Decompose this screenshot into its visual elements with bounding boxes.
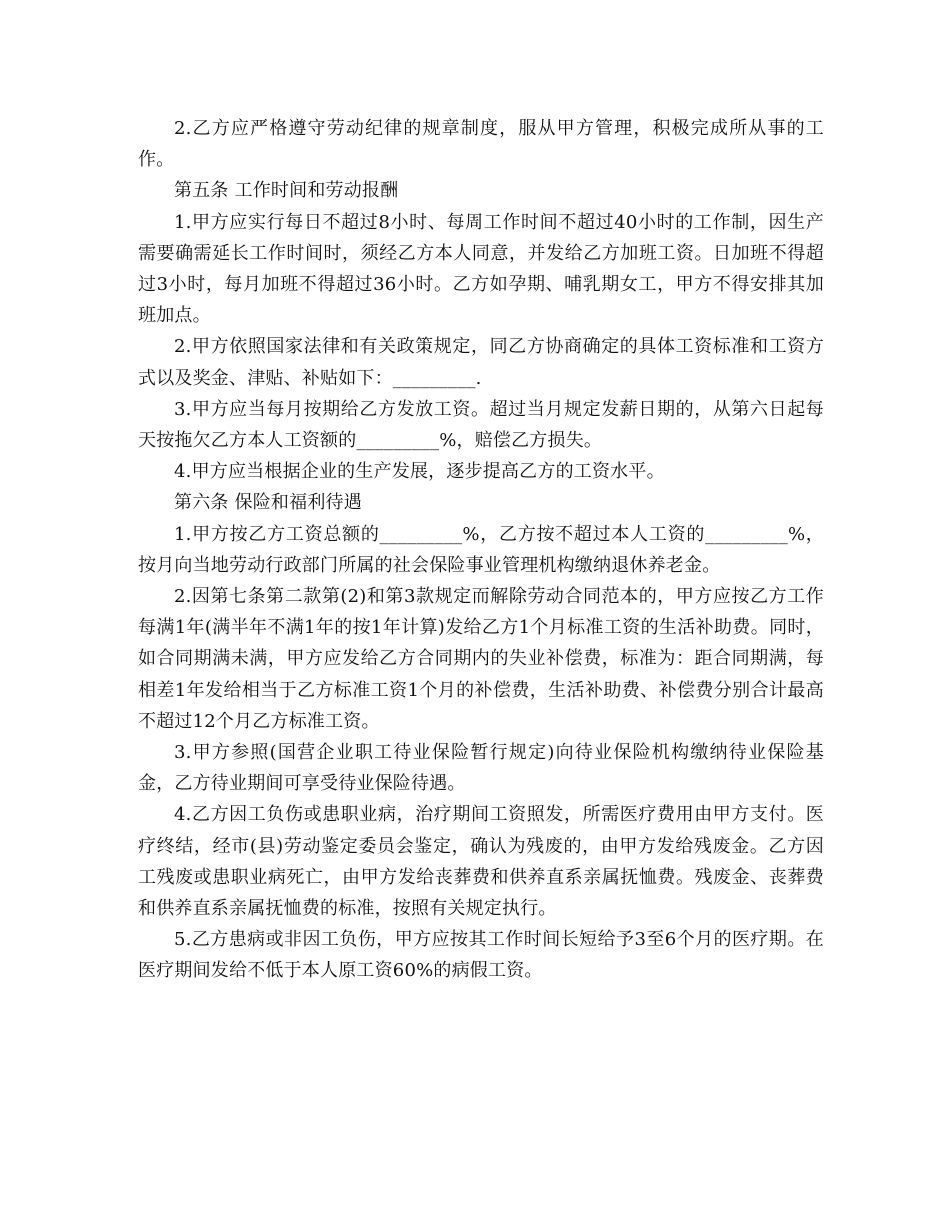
paragraph-article5-item1: 1.甲方应实行每日不超过8小时、每周工作时间不超过40小时的工作制，因生产需要确需延长工作时间时，须经乙方本人同意，并发给乙方加班工资。日加班不得超过3小时，每月加班不得超过36小时。乙方如孕期、哺乳期女工，甲方不得安排其加班加点。	[138, 211, 824, 327]
document-body	[138, 113, 824, 987]
paragraph-article4-item2: 2.乙方应严格遵守劳动纪律的规章制度，服从甲方管理，积极完成所从事的工作。	[138, 118, 824, 171]
paragraph-article5-item4: 4.甲方应当根据企业的生产发展，逐步提高乙方的工资水平。	[174, 461, 665, 483]
paragraph-article5-item2: 2.甲方依照国家法律和有关政策规定，同乙方协商确定的具体工资标准和工资方式以及奖金、津贴、补贴如下：_________.	[138, 336, 824, 389]
paragraph-article6-item2: 2.因第七条第二款第(2)和第3款规定而解除劳动合同范本的，甲方应按乙方工作每满1年(满半年不满1年的按1年计算)发给乙方1个月标准工资的生活补助费。同时，如合同期满未满，甲方应发给乙方合同期内的失业补偿费，标准为：距合同期满，每相差1年发给相当于乙方标准工资1个月的补偿费，生活补助费、补偿费分别合计最高不超过12个月乙方标准工资。	[138, 586, 824, 732]
paragraph-article6-item4: 4.乙方因工负伤或患职业病，治疗期间工资照发，所需医疗费用由甲方支付。医疗终结，经市(县)劳动鉴定委员会鉴定，确认为残废的，由甲方发给残废金。乙方因工残废或患职业病死亡，由甲方发给丧葬费和供养直系亲属抚恤费。残废金、丧葬费和供养直系亲属抚恤费的标准，按照有关规定执行。	[138, 804, 824, 920]
heading-article6: 第六条 保险和福利待遇	[174, 492, 362, 514]
paragraph-article6-item5: 5.乙方患病或非因工负伤，甲方应按其工作时间长短给予3至6个月的医疗期。在医疗期间发给不低于本人原工资60%的病假工资。	[138, 929, 824, 982]
paragraph-article5-item3: 3.甲方应当每月按期给乙方发放工资。超过当月规定发薪日期的，从第六日起每天按拖欠乙方本人工资额的_________%，赔偿乙方损失。	[138, 398, 824, 452]
heading-article5: 第五条 工作时间和劳动报酬	[174, 180, 399, 202]
paragraph-article6-item1: 1.甲方按乙方工资总额的_________%，乙方按不超过本人工资的_________%，按月向当地劳动行政部门所属的社会保险事业管理机构缴纳退休养老金。	[138, 523, 824, 576]
paragraph-article6-item3: 3.甲方参照(国营企业职工待业保险暂行规定)向待业保险机构缴纳待业保险基金，乙方待业期间可享受待业保险待遇。	[138, 742, 824, 795]
